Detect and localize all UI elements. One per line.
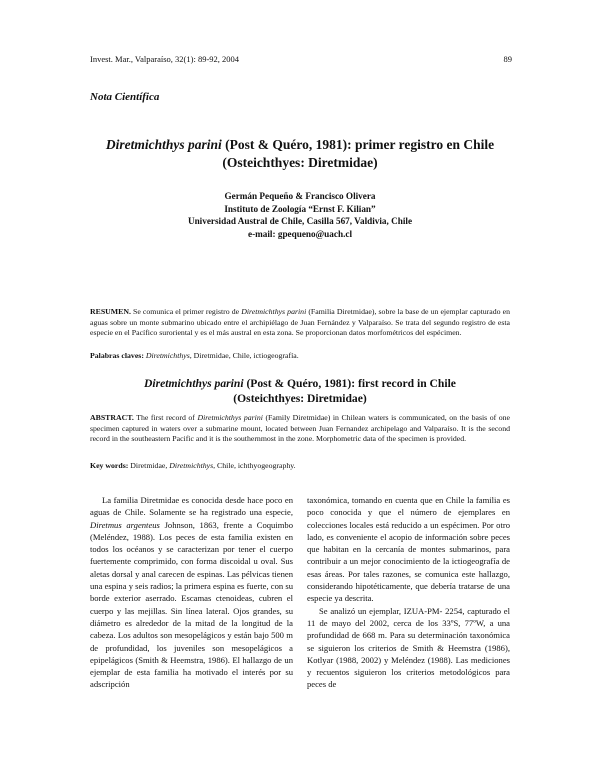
body-text: La familia Diretmidae es conocida desde hace poco en aguas de Chile. Solamente se ha registrado una especie, — [90, 495, 293, 518]
english-title — [90, 377, 510, 406]
body-paragraph: Se analizó un ejemplar, IZUA-PM- 2254, capturado el 11 de mayo del 2002, cerca de los 33ºS, 77ºW, a una profundidad de 668 m. Para su determinación taxonómica se siguieron los criterios de Smith & Heemstra (1986), Kotlyar (1988, 2002) y Meléndez (1988). Las mediciones y recuentos siguieron los criterios metodológicos para peces de — [307, 605, 510, 690]
body-species: Diretmus argenteus — [90, 519, 160, 530]
title-rest: (Post & Quéro, 1981): primer registro en Chile — [221, 137, 495, 152]
abstract — [90, 413, 510, 445]
key-words — [90, 461, 510, 472]
keywords-label: Key words: — [90, 461, 129, 470]
palabras-label: Palabras claves: — [90, 351, 144, 360]
author-university: Universidad Austral de Chile, Casilla 567, Valdivia, Chile — [187, 216, 413, 227]
english-title-rest: (Post & Quéro, 1981): first record in Chile — [243, 377, 456, 390]
resumen-text-1: Se comunica el primer registro de — [130, 307, 242, 316]
abstract-species: Diretmichthys parini — [197, 413, 263, 422]
paper-title — [90, 136, 510, 172]
author-email: e-mail: gpequeno@uach.cl — [248, 228, 352, 239]
resumen — [90, 307, 510, 339]
keywords-rest: , Chile, ichthyogeography. — [213, 461, 296, 470]
body-column-left — [90, 494, 293, 691]
body-paragraph: taxonómica, tomando en cuenta que en Chile la familia es poco conocida y que el número de ejemplares en colecciones locales está reducido a un espécimen. Por otro lado, es conveniente el acopio de información sobre peces que habitan en la cercanía de montes submarinos, para contribuir a un mejor conocimiento de la ictiogeografía de esas áreas. Por tales razones, se comunica este hallazgo, considerando hipotéticamente, que debería tratarse de una especie ya descrita. — [307, 495, 510, 604]
author-names: Germán Pequeño & Francisco Olivera — [224, 191, 376, 201]
english-title-line-2: (Osteichthyes: Diretmidae) — [233, 391, 367, 405]
body-text: Johnson, 1863, frente a Coquimbo (Meléndez, 1988). Los peces de esta familia existen en todos los océanos y se caracterizan por tener el cuerpo fuertemente comprimido, con forma discoidal u oval. Sus aletas dorsal y anal carecen de espinas. Las pélvicas tienen una espina y seis radios; la primera espina es fuerte, con su borde exterior aserrado. Escamas ctenoideas, cubren el cuerpo y las mejillas. Sin línea lateral. Ojos grandes, su diámetro es alrededor de la mitad de la longitud de la cabeza. Los adultos son mesopelágicos y están bajo 500 m de profundidad, los juveniles son mesopelágicos a epipelágicos (Smith & Heemstra, 1986). El hallazgo de un ejemplar de esta familia ha motivado el interés por su adscripción — [90, 519, 293, 690]
body-column-right — [307, 494, 510, 691]
palabras-claves — [90, 351, 510, 362]
palabras-rest: , Diretmidae, Chile, ictiogeografía. — [189, 351, 299, 360]
english-title-line-1 — [90, 377, 510, 392]
abstract-text-2: (Family Diretmidae) in Chilean waters is communicated, on the basis of one specimen captured in waters over a submarine mount, located between Juan Fernandez archipelago and Valparaíso. It is the second record in the southeastern Pacific and it is the southernmost in the zone. Morphometric data of the specimen is provided. — [90, 413, 510, 444]
page-number: 89 — [503, 54, 512, 64]
palabras-species: Diretmichthys — [145, 351, 190, 360]
resumen-label: RESUMEN. — [90, 307, 131, 316]
resumen-text-2: (Familia Diretmidae), sobre la base de un ejemplar capturado en aguas sobre un monte submarino ubicado entre el archipiélago de Juan Fernández y Valparaíso. Se trata del segundo registro de esta especie en el Pacífico suroriental y es el más austral en esta zona. Se proporcionan datos morfométricos del espécimen. — [90, 307, 510, 338]
title-species: Diretmichthys parini — [105, 137, 222, 152]
english-title-species: Diretmichthys parini — [144, 377, 244, 390]
abstract-label: ABSTRACT. — [90, 413, 134, 422]
body-paragraph — [90, 494, 293, 691]
journal-citation: Invest. Mar., Valparaíso, 32(1): 89-92, 2004 — [90, 54, 240, 64]
author-institute: Instituto de Zoología “Ernst F. Kilian” — [224, 203, 376, 214]
keywords-text-1: Diretmidae, — [128, 461, 170, 470]
section-label: Nota Científica — [90, 91, 160, 103]
title-line-2: (Osteichthyes: Diretmidae) — [222, 155, 378, 170]
keywords-species: Diretmichthys — [169, 461, 214, 470]
author-block — [90, 190, 510, 240]
abstract-text-1: The first record of — [133, 413, 198, 422]
resumen-species: Diretmichthys parini — [241, 307, 307, 316]
title-line-1 — [90, 136, 510, 154]
